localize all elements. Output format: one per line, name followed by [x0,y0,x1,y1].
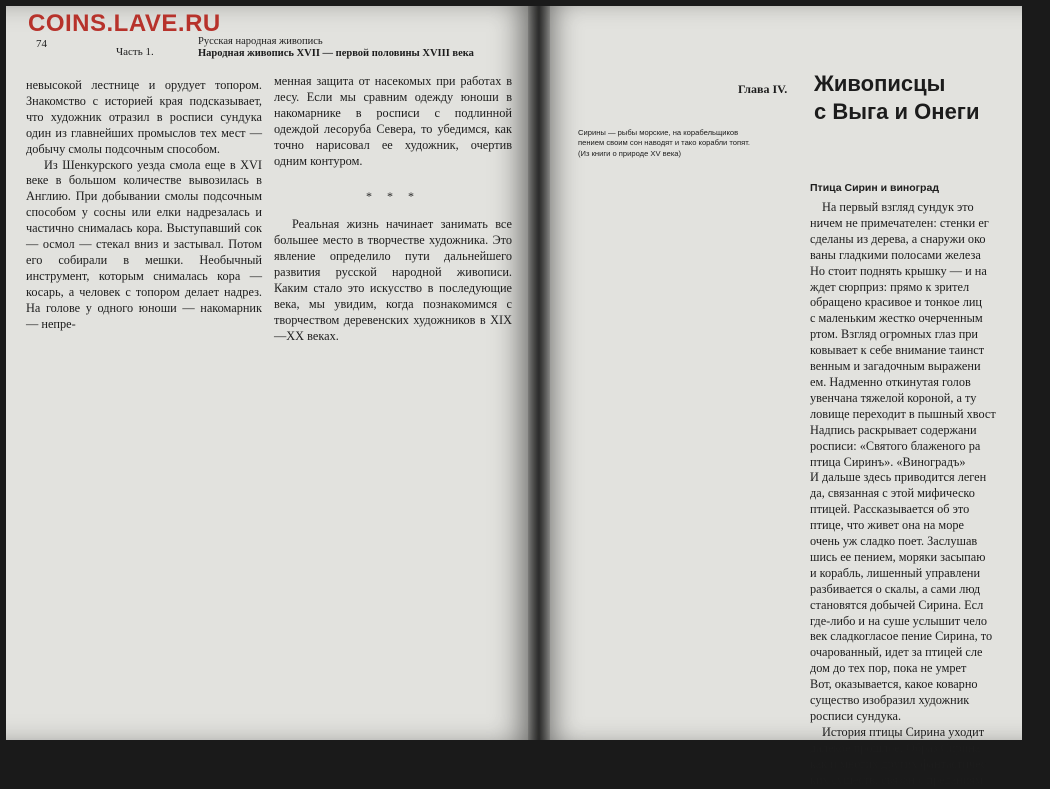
text-line: птице, что живет она на море [810,518,964,533]
chapter-label: Глава IV. [738,82,788,96]
text-line: существо изобразил художник [810,693,970,708]
text-line: росписи сундука. [810,709,902,723]
text-line: ждет сюрприз: прямо к зрител [810,279,970,294]
text-line: ваны гладкими полосами железа [810,247,981,262]
paragraph: невысокой лестнице и орудует топором. Знакомство с историей края подсказывает, что художник отразил в росписи сундука один из главнейших промыслов тех мест — добычу смолы подсочным способом. [26,78,262,156]
paragraph: менная защита от насекомых при работах в лесу. Если мы сравним одежду юноши в накомарнике в росписи с подлинной одеждой лесоруба Севера, то убедимся, как точно нарисовал ее художник, очертив одним контуром. [274,74,512,168]
right-page [538,6,1022,787]
text-line: История птицы Сирина уходит [822,724,985,739]
text-line: ничем не примечателен: стенки ег [810,215,989,230]
text-column-3 [810,200,1050,789]
part-label: Часть 1. [116,46,154,58]
epigraph-text: Сирины — рыбы морские, на корабельщиков пением своим сон наводят и тако корабли топят. [578,128,750,148]
chapter-title [814,70,980,126]
text-column-1 [26,78,262,333]
text-line: Но стоит поднять крышку — и на [810,263,987,278]
epigraph [578,128,756,160]
text-line: ем. Надменно откинутая голов [810,374,971,389]
text-line: ртом. Взгляд огромных глаз при [810,327,979,342]
text-line: птица Сиринъ». «Виноградъ» [810,454,966,469]
text-line: становятся добычей Сирина. Есл [810,597,984,612]
running-head [198,36,474,60]
text-line: да, связанная с этой мифическо [810,486,975,501]
text-line: сделаны из дерева, а снаружи око [810,231,986,246]
text-line: и корабль, лишенный управлени [810,565,981,580]
text-line: шись ее пением, моряки засыпаю [810,549,986,564]
text-line: очарованный, идет за птицей сле [810,645,983,660]
text-line: разбивается о скалы, а сами люд [810,581,981,596]
text-line: с маленьким жестко очерченным [810,311,983,326]
book-gutter [528,6,550,740]
text-line: где-либо и на суше услышит чело [810,613,988,628]
text-line: дом до тех пор, пока не умрет [810,661,967,676]
text-line: На первый взгляд сундук это [822,200,974,214]
text-line: И дальше здесь приводится леген [810,470,987,485]
text-line: ковывает к себе внимание таинст [810,343,985,358]
paragraph: Из Шенкурского уезда смола еще в XVI веке в большом количестве вывозилась в Англию. При добывании смолы подсочным способом у сосны или елки надрезалась и частично снималась кора. Выступавший сок — осмол — стекал вниз и застывал. Потом его собирали в мешки. Необычный инструмент, которым снималась кора — косарь, а человек с топором делает надрез. На голове у одного юноши — накомарник — непре- [26,157,262,331]
text-line: век сладкогласое пение Сирина, то [810,629,993,644]
chapter-title-line: Живописцы [814,71,946,96]
text-line: как и многих других фантастичес [810,756,987,771]
text-line: очень уж сладко поет. Заслушав [810,534,978,549]
text-line: ких существ, связан с преданиям [810,772,983,787]
section-title: Птица Сирин и виноград [810,182,939,194]
text-line: венным и загадочным выражени [810,359,981,374]
book-spread [6,6,1022,787]
text-line: Вот, оказывается, какое коварно [810,677,978,692]
paragraph: Реальная жизнь начинает занимать все большее место в творчестве художника. Это явление определило пути дальнейшего развития русской народной живописи. Каким стало это искусство в последующие века, мы увидим, когда познакомимся с творчеством деревенских художников в XIX—XX веках. [274,217,512,343]
running-head-line: Народная живопись XVII — первой половины XVIII века [198,48,474,59]
text-line: увенчана тяжелой короной, а ту [810,390,977,405]
left-page [6,6,538,740]
page-number: 74 [36,38,47,50]
text-line: птицей. Рассказывается об это [810,502,970,517]
watermark: COINS.LAVE.RU [28,10,221,37]
text-line: ловище переходит в пышный хвост [810,406,996,421]
text-line: росписи: «Святого блаженого ра [810,438,981,453]
chapter-title-line: с Выга и Онеги [814,99,980,124]
text-line: обращено красивое и тонкое лиц [810,295,982,310]
section-break-stars: * * * [366,189,420,204]
text-column-2 [274,74,512,345]
epigraph-source: (Из книги о природе XV века) [578,149,682,159]
text-line: Надпись раскрывает содержани [810,422,977,437]
running-head-line: Русская народная живопись [198,36,323,47]
text-line: далекое прошлое. Образ Сирина [810,740,981,755]
